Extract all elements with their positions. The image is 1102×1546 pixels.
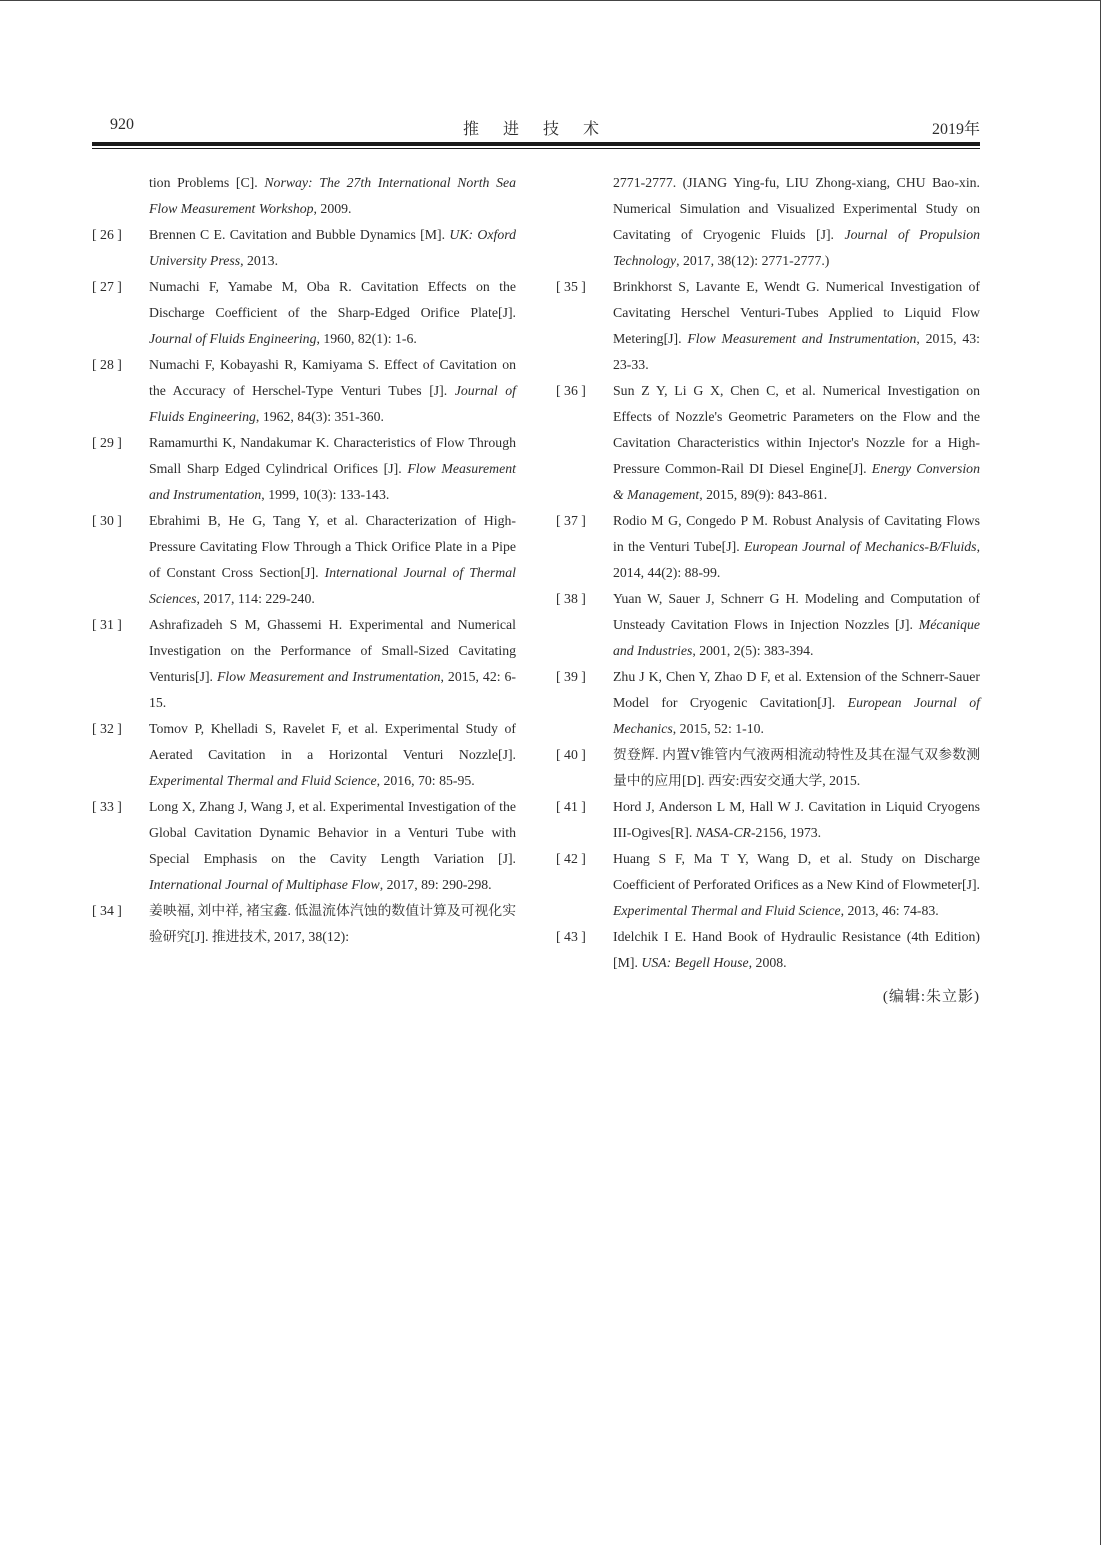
citation-text: tion Problems [C].: [149, 175, 265, 190]
journal-title: 推 进 技 术: [462, 121, 609, 138]
reference-text: [613, 274, 980, 378]
source-title: European Journal of Mechanics: [613, 695, 980, 736]
citation-text: Rodio M G, Congedo P M. Robust Analysis of Cavitating Flows in the Venturi Tube[J].: [613, 513, 980, 554]
source-title: Journal of Fluids Engineering: [149, 331, 317, 346]
citation-text: Idelchik I E. Hand Book of Hydraulic Resistance (4th Edition)[M].: [613, 929, 980, 970]
reference-text: [613, 924, 980, 976]
citation-text: , 2008.: [748, 955, 787, 970]
source-title: Mécanique and Industries: [613, 617, 980, 658]
source-title: Energy Conversion & Management: [613, 461, 980, 502]
source-title: International Journal of Multiphase Flow: [149, 877, 380, 892]
reference-number: [ 38 ]: [556, 591, 586, 606]
reference-entry: [92, 222, 516, 274]
source-title: Flow Measurement and Instrumentation: [149, 461, 516, 502]
reference-text: [613, 742, 980, 794]
reference-entry: [556, 274, 980, 378]
citation-text: Brennen C E. Cavitation and Bubble Dynamics [M].: [149, 227, 450, 242]
reference-entry: [556, 508, 980, 586]
reference-text: [613, 586, 980, 664]
reference-text: [613, 794, 980, 846]
citation-text: , 2014, 44(2): 88-99.: [613, 539, 981, 580]
reference-entry: [92, 508, 516, 612]
citation-text: 姜映福, 刘中祥, 褚宝鑫. 低温流体汽蚀的数值计算及可视化实验研究[J]. 推进技术, 2017, 38(12):: [149, 903, 516, 944]
reference-entry: [92, 794, 516, 898]
citation-text: 2771-2777. (JIANG Ying-fu, LIU Zhong-xiang, CHU Bao-xin. Numerical Simulation and Visualized Experimental Study on Cavitating of Cryogenic Fluids [J].: [613, 175, 980, 242]
citation-text: , 2015, 42: 6-15.: [149, 669, 516, 710]
source-title: Experimental Thermal and Fluid Science: [613, 903, 841, 918]
citation-text: , 2013, 46: 74-83.: [840, 903, 939, 918]
source-title: Journal of Propulsion Technology: [613, 227, 980, 268]
source-title: UK: Oxford University Press: [149, 227, 516, 268]
reference-continuation: [556, 170, 980, 274]
reference-text: [613, 378, 980, 508]
reference-text: [149, 430, 516, 508]
reference-number: [ 28 ]: [92, 357, 122, 372]
source-title: USA: Begell House: [641, 955, 749, 970]
reference-number: [ 27 ]: [92, 279, 122, 294]
citation-text: Tomov P, Khelladi S, Ravelet F, et al. Experimental Study of Aerated Cavitation in a Horizontal Venturi Nozzle[J].: [149, 721, 516, 762]
citation-text: 贺登辉. 内置V锥管内气液两相流动特性及其在湿气双参数测量中的应用[D]. 西安:西安交通大学, 2015.: [613, 747, 980, 788]
reference-number: [ 40 ]: [556, 747, 586, 762]
reference-continuation: [92, 170, 516, 222]
reference-entry: [556, 378, 980, 508]
reference-number: [ 36 ]: [556, 383, 586, 398]
source-title: Flow Measurement and Instrumentation: [687, 331, 917, 346]
page-number: 920: [110, 116, 134, 133]
reference-text: [613, 664, 980, 742]
reference-number: [ 34 ]: [92, 903, 122, 918]
citation-text: , 2016, 70: 85-95.: [376, 773, 475, 788]
reference-number: [ 43 ]: [556, 929, 586, 944]
citation-text: , 2015, 52: 1-10.: [672, 721, 764, 736]
citation-text: , 2009.: [313, 201, 352, 216]
reference-number: [ 41 ]: [556, 799, 586, 814]
citation-text: Zhu J K, Chen Y, Zhao D F, et al. Extension of the Schnerr-Sauer Model for Cryogenic Cavitation[J].: [613, 669, 980, 710]
citation-text: Long X, Zhang J, Wang J, et al. Experimental Investigation of the Global Cavitation Dynamic Behavior in a Venturi Tube with Special Emphasis on the Cavity Length Variation [J].: [149, 799, 516, 866]
citation-text: , 1962, 84(3): 351-360.: [255, 409, 384, 424]
reference-entry: [92, 430, 516, 508]
reference-number: [ 37 ]: [556, 513, 586, 528]
reference-number: [ 35 ]: [556, 279, 586, 294]
citation-text: Numachi F, Yamabe M, Oba R. Cavitation Effects on the Discharge Coefficient of the Sharp-Edged Orifice Plate[J].: [149, 279, 516, 320]
reference-text: [149, 352, 516, 430]
reference-text: [149, 898, 516, 950]
reference-entry: [92, 352, 516, 430]
reference-number: [ 39 ]: [556, 669, 586, 684]
citation-text: , 1999, 10(3): 133-143.: [261, 487, 390, 502]
source-title: International Journal of Thermal Sciences: [149, 565, 517, 606]
reference-number: [ 32 ]: [92, 721, 122, 736]
reference-text: [613, 508, 980, 586]
citation-text: Hord J, Anderson L M, Hall W J. Cavitation in Liquid Cryogens III-Ogives[R].: [613, 799, 980, 840]
reference-number: [ 26 ]: [92, 227, 122, 242]
citation-text: , 2015, 43: 23-33.: [613, 331, 980, 372]
source-title: Flow Measurement and Instrumentation: [216, 669, 441, 684]
citation-text: Yuan W, Sauer J, Schnerr G H. Modeling and Computation of Unsteady Cavitation Flows in Injection Nozzles [J].: [613, 591, 980, 632]
source-title: Norway: The 27th International North Sea Flow Measurement Workshop: [149, 175, 516, 216]
reference-entry: [556, 924, 980, 976]
citation-text: Ebrahimi B, He G, Tang Y, et al. Characterization of High-Pressure Cavitating Flow Through a Thick Orifice Plate in a Pipe of Constant Cross Section[J].: [149, 513, 516, 580]
citation-text: Numachi F, Kobayashi R, Kamiyama S. Effect of Cavitation on the Accuracy of Herschel-Type Venturi Tubes [J].: [149, 357, 516, 398]
editor-note: (编辑:朱立影): [882, 989, 980, 1005]
reference-entry: [556, 664, 980, 742]
source-title: Experimental Thermal and Fluid Science: [149, 773, 377, 788]
citation-text: -2156, 1973.: [750, 825, 822, 840]
source-title: Journal of Fluids Engineering: [149, 383, 516, 424]
reference-entry: [556, 586, 980, 664]
reference-list: [92, 222, 516, 950]
issue-year: 2019年: [931, 121, 980, 138]
reference-entry: [556, 742, 980, 794]
running-header: [92, 116, 980, 140]
citation-text: Ashrafizadeh S M, Ghassemi H. Experimental and Numerical Investigation on the Performance of Small-Sized Cavitating Venturis[J].: [149, 617, 516, 684]
citation-text: , 2013.: [240, 253, 279, 268]
citation-text: , 2017, 89: 290-298.: [379, 877, 492, 892]
citation-text: , 2017, 114: 229-240.: [196, 591, 315, 606]
right-column: [556, 170, 980, 1010]
source-title: European Journal of Mechanics-B/Fluids: [744, 539, 977, 554]
reference-number: [ 42 ]: [556, 851, 586, 866]
reference-text: [149, 508, 516, 612]
citation-text: Sun Z Y, Li G X, Chen C, et al. Numerical Investigation on Effects of Nozzle's Geometric Parameters on the Flow and the Cavitation Characteristics within Injector's Nozzle for a High-Pressure Common-Rail DI Diesel Engine[J].: [613, 383, 980, 476]
reference-entry: [556, 794, 980, 846]
reference-number: [ 31 ]: [92, 617, 122, 632]
reference-text: [149, 274, 516, 352]
reference-number: [ 29 ]: [92, 435, 122, 450]
reference-entry: [556, 846, 980, 924]
source-title: NASA-CR: [695, 825, 751, 840]
reference-text: [149, 716, 516, 794]
citation-text: Brinkhorst S, Lavante E, Wendt G. Numerical Investigation of Cavitating Herschel Venturi-Tubes Applied to Liquid Flow Metering[J].: [613, 279, 980, 346]
reference-entry: [92, 716, 516, 794]
reference-number: [ 30 ]: [92, 513, 122, 528]
citation-text: Ramamurthi K, Nandakumar K. Characteristics of Flow Through Small Sharp Edged Cylindrical Orifices [J].: [149, 435, 516, 476]
reference-text: [149, 612, 516, 716]
left-column: [92, 170, 516, 950]
reference-entry: [92, 274, 516, 352]
citation-text: , 1960, 82(1): 1-6.: [316, 331, 417, 346]
header-rule-thin: [92, 148, 980, 149]
reference-text: [149, 222, 516, 274]
citation-text: Huang S F, Ma T Y, Wang D, et al. Study on Discharge Coefficient of Perforated Orifices as a New Kind of Flowmeter[J].: [613, 851, 980, 892]
reference-text: [149, 794, 516, 898]
citation-text: , 2015, 89(9): 843-861.: [699, 487, 828, 502]
reference-entry: [92, 612, 516, 716]
citation-text: , 2017, 38(12): 2771-2777.): [676, 253, 830, 268]
citation-text: , 2001, 2(5): 383-394.: [692, 643, 814, 658]
reference-entry: [92, 898, 516, 950]
reference-text: [613, 846, 980, 924]
reference-list: [556, 274, 980, 976]
header-rule-thick: [92, 142, 980, 146]
reference-number: [ 33 ]: [92, 799, 122, 814]
